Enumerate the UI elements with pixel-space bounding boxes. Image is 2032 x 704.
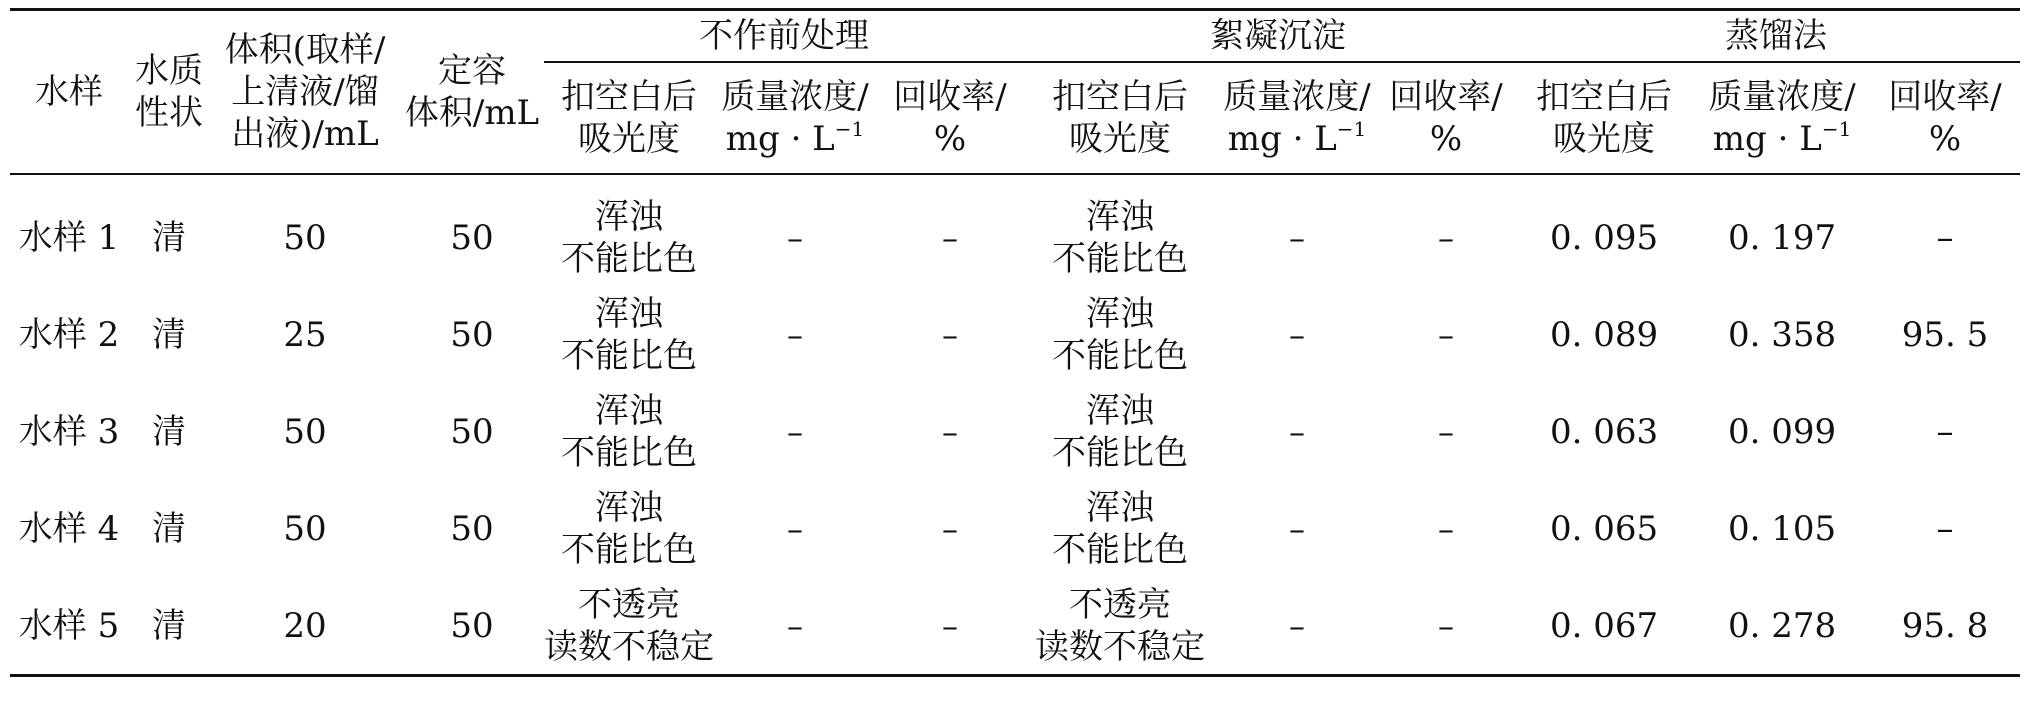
cell-g2-absorbance: 浑浊 不能比色 xyxy=(1052,293,1189,376)
cell-g2-recovery: – xyxy=(1378,577,1514,676)
group-header-distillation: 蒸馏法 xyxy=(1514,10,2020,63)
cell-g3-absorbance: 0. 067 xyxy=(1514,577,1694,676)
cell-g2-absorbance: 浑浊 不能比色 xyxy=(1052,390,1189,473)
cell-g2-recovery: – xyxy=(1438,315,1455,354)
cell-g2-recovery: – xyxy=(1438,218,1455,257)
cell-g2-absorbance: 浑浊 不能比色 xyxy=(1052,196,1189,279)
cell-g1-absorbance: 不透亮 读数不稳定 xyxy=(544,577,714,676)
cell-g3-recovery: 95. 8 xyxy=(1870,577,2020,676)
cell-volume: 20 xyxy=(210,577,400,676)
subheader-concentration-1: 质量浓度/ mg · $L^{-1}$ xyxy=(714,62,876,174)
cell-g1-recovery: – xyxy=(942,315,959,354)
subheader-concentration-3: 质量浓度/ mg · $L^{-1}$ xyxy=(1694,62,1870,174)
subheader-concentration-2: 质量浓度/ mg · $L^{-1}$ xyxy=(1216,62,1378,174)
cell-g1-concentration: – xyxy=(787,509,803,548)
table-row xyxy=(10,174,2020,286)
cell-g2-concentration: – xyxy=(1289,218,1306,257)
cell-g2-recovery: – xyxy=(1438,509,1455,548)
cell-volume: 25 xyxy=(283,314,327,355)
cell-g2-concentration: – xyxy=(1289,412,1306,451)
cell-g3-recovery: 95. 5 xyxy=(1901,314,1989,355)
header-volume: 体积(取样/ 上清液/馏 出液)/mL xyxy=(210,10,400,175)
cell-g3-concentration: 0. 278 xyxy=(1694,577,1870,676)
table-row xyxy=(10,383,2020,480)
cell-g3-concentration: 0. 197 xyxy=(1727,217,1837,258)
cell-g3-absorbance: 0. 065 xyxy=(1549,508,1659,549)
subheader-recovery-1: 回收率/ % xyxy=(876,62,1024,174)
table-row xyxy=(10,480,2020,577)
subheader-absorbance-1: 扣空白后 吸光度 xyxy=(544,62,714,174)
cell-g3-concentration: 0. 099 xyxy=(1727,411,1837,452)
cell-sample: 水样 4 xyxy=(18,508,120,549)
group-header-no-pretreatment: 不作前处理 xyxy=(544,10,1024,63)
cell-g1-concentration: – xyxy=(787,218,803,257)
cell-g2-absorbance: 不透亮 读数不稳定 xyxy=(1024,577,1216,676)
cell-g3-recovery: – xyxy=(1936,217,1954,258)
cell-const-volume: 50 xyxy=(450,217,494,258)
cell-g3-concentration: 0. 358 xyxy=(1727,314,1837,355)
cell-g2-concentration: – xyxy=(1216,577,1378,676)
cell-g1-absorbance: 浑浊 不能比色 xyxy=(561,293,697,376)
cell-g3-recovery: – xyxy=(1936,411,1954,452)
cell-sample: 水样 1 xyxy=(18,217,120,258)
cell-g1-absorbance: 浑浊 不能比色 xyxy=(561,487,697,570)
cell-g3-absorbance: 0. 095 xyxy=(1549,217,1659,258)
cell-g2-recovery: – xyxy=(1438,412,1455,451)
cell-g1-recovery: – xyxy=(876,577,1024,676)
table-row xyxy=(10,286,2020,383)
header-sample: 水样 xyxy=(10,10,128,175)
cell-g1-concentration: – xyxy=(714,577,876,676)
cell-volume: 50 xyxy=(283,217,327,258)
cell-sample: 水样 2 xyxy=(18,314,120,355)
subheader-recovery-3: 回收率/ % xyxy=(1870,62,2020,174)
cell-quality: 清 xyxy=(152,217,186,258)
cell-g3-recovery: – xyxy=(1936,508,1954,549)
cell-g1-concentration: – xyxy=(787,412,803,451)
cell-quality: 清 xyxy=(128,577,210,676)
cell-volume: 50 xyxy=(283,411,327,452)
cell-const-volume: 50 xyxy=(450,508,494,549)
subheader-recovery-2: 回收率/ % xyxy=(1378,62,1514,174)
cell-g2-absorbance: 浑浊 不能比色 xyxy=(1052,487,1189,570)
header-const-volume: 定容 体积/mL xyxy=(400,10,544,175)
cell-g3-absorbance: 0. 089 xyxy=(1549,314,1659,355)
cell-g1-absorbance: 浑浊 不能比色 xyxy=(561,196,697,279)
cell-g1-concentration: – xyxy=(787,315,803,354)
group-header-flocculation: 絮凝沉淀 xyxy=(1024,10,1514,63)
cell-g1-recovery: – xyxy=(942,218,959,257)
subheader-absorbance-3: 扣空白后 吸光度 xyxy=(1514,62,1694,174)
cell-quality: 清 xyxy=(152,411,186,452)
cell-sample: 水样 5 xyxy=(10,577,128,676)
cell-g1-recovery: – xyxy=(942,509,959,548)
results-table xyxy=(10,8,2020,677)
cell-g1-absorbance: 浑浊 不能比色 xyxy=(561,390,697,473)
cell-const-volume: 50 xyxy=(400,577,544,676)
cell-quality: 清 xyxy=(152,314,186,355)
cell-const-volume: 50 xyxy=(450,314,494,355)
subheader-absorbance-2: 扣空白后 吸光度 xyxy=(1024,62,1216,174)
cell-g1-recovery: – xyxy=(942,412,959,451)
cell-g2-concentration: – xyxy=(1289,509,1306,548)
cell-volume: 50 xyxy=(283,508,327,549)
table-row xyxy=(10,577,2020,676)
cell-const-volume: 50 xyxy=(450,411,494,452)
cell-quality: 清 xyxy=(152,508,186,549)
cell-sample: 水样 3 xyxy=(18,411,120,452)
cell-g3-absorbance: 0. 063 xyxy=(1549,411,1659,452)
header-quality: 水质 性状 xyxy=(128,10,210,175)
cell-g3-concentration: 0. 105 xyxy=(1727,508,1837,549)
cell-g2-concentration: – xyxy=(1289,315,1306,354)
